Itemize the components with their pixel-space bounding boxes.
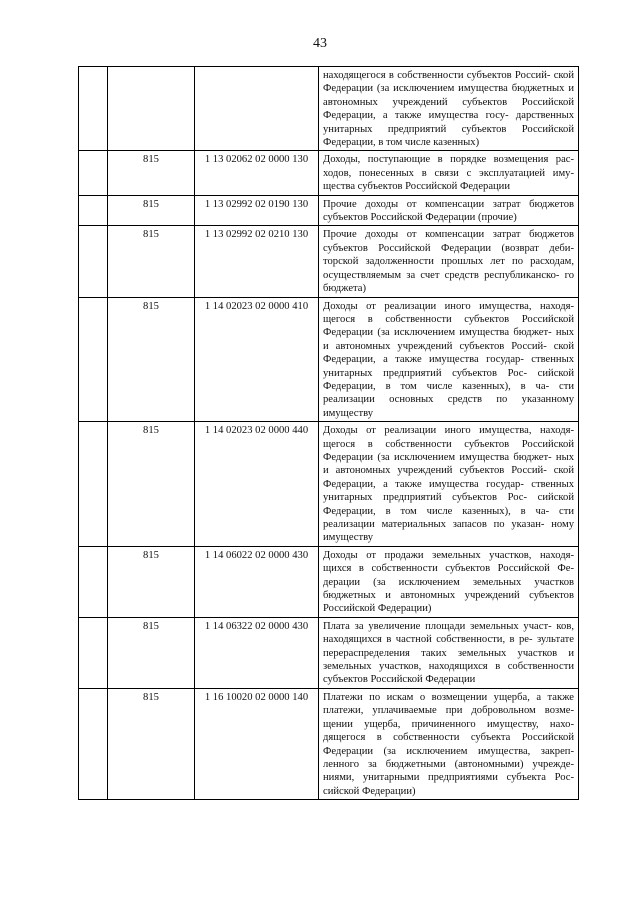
- budget-code-cell: 1 13 02992 02 0190 130: [195, 195, 319, 226]
- row-index-cell: [79, 226, 108, 297]
- table-row: [79, 297, 579, 422]
- table-row: [79, 226, 579, 297]
- row-index-cell: [79, 422, 108, 547]
- admin-code-cell: 815: [108, 422, 195, 547]
- budget-code-cell: [195, 67, 319, 151]
- budget-code-cell: 1 16 10020 02 0000 140: [195, 688, 319, 799]
- row-index-cell: [79, 151, 108, 195]
- admin-code-cell: 815: [108, 297, 195, 422]
- budget-code-cell: 1 13 02992 02 0210 130: [195, 226, 319, 297]
- row-index-cell: [79, 67, 108, 151]
- table-row: [79, 688, 579, 799]
- admin-code-cell: 815: [108, 688, 195, 799]
- budget-revenue-table: [78, 66, 579, 800]
- table-row: [79, 67, 579, 151]
- admin-code-cell: [108, 67, 195, 151]
- row-index-cell: [79, 195, 108, 226]
- admin-code-cell: 815: [108, 226, 195, 297]
- revenue-description-cell: Доходы от продажи земельных участков, находя- щихся в собственности субъектов Российской Фе- дерации (за исключением земельных участков бюджетных и автономных учреждений субъектов Российской Федерации): [319, 546, 579, 617]
- revenue-description-cell: Доходы от реализации иного имущества, находя- щегося в собственности субъектов Российской Федерации (за исключением имущества бюджет- ных и автономных учреждений субъектов Россий- ской Федерации, а также имущества государ- ственных унитарных предприятий субъектов Рос- сийской Федерации, в том числе казенных), в ча- сти реализации материальных запасов по указан- ному имуществу: [319, 422, 579, 547]
- row-index-cell: [79, 297, 108, 422]
- revenue-description-cell: Прочие доходы от компенсации затрат бюджетов субъектов Российской Федерации (возврат деби- торской задолженности прошлых лет по расходам, осуществляемым за счет средств республиканско- го бюджета): [319, 226, 579, 297]
- revenue-description-cell: Доходы, поступающие в порядке возмещения рас- ходов, понесенных в связи с эксплуатацией иму- щества субъектов Российской Федерации: [319, 151, 579, 195]
- budget-code-cell: 1 14 02023 02 0000 440: [195, 422, 319, 547]
- admin-code-cell: 815: [108, 195, 195, 226]
- budget-code-cell: 1 14 02023 02 0000 410: [195, 297, 319, 422]
- table-row: [79, 422, 579, 547]
- table-row: [79, 617, 579, 688]
- revenue-description-cell: находящегося в собственности субъектов Россий- ской Федерации (за исключением имущества бюджетных и автономных учреждений субъектов Российской Федерации, а также имущества госу- дарственных унитарных предприятий субъектов Российской Федерации, в том числе казенных): [319, 67, 579, 151]
- revenue-description-cell: Платежи по искам о возмещении ущерба, а также платежи, уплачиваемые при добровольном возме- щении ущерба, причиненного имуществу, нахо- дящегося в собственности субъекта Российской Федерации (за исключением имущества, закреп- ленного за бюджетными (автономными) учрежде- ниями, унитарными предприятиями субъекта Рос- сийской Федерации): [319, 688, 579, 799]
- revenue-description-cell: Прочие доходы от компенсации затрат бюджетов субъектов Российской Федерации (прочие): [319, 195, 579, 226]
- row-index-cell: [79, 688, 108, 799]
- page-number: 43: [313, 36, 327, 51]
- table-row: [79, 151, 579, 195]
- budget-code-cell: 1 13 02062 02 0000 130: [195, 151, 319, 195]
- table-row: [79, 546, 579, 617]
- admin-code-cell: 815: [108, 151, 195, 195]
- revenue-description-cell: Плата за увеличение площади земельных участ- ков, находящихся в частной собственности, в ре- зультате перераспределения таких земельных участков и земельных участков, находящихся в собственности субъектов Российской Федерации: [319, 617, 579, 688]
- admin-code-cell: 815: [108, 617, 195, 688]
- budget-code-cell: 1 14 06022 02 0000 430: [195, 546, 319, 617]
- revenue-description-cell: Доходы от реализации иного имущества, находя- щегося в собственности субъектов Российской Федерации (за исключением имущества бюджет- ных и автономных учреждений субъектов Россий- ской Федерации, а также имущества государ- ственных унитарных предприятий субъектов Рос- сийской Федерации, в том числе казенных), в ча- сти реализации основных средств по указанному имуществу: [319, 297, 579, 422]
- budget-code-cell: 1 14 06322 02 0000 430: [195, 617, 319, 688]
- table-row: [79, 195, 579, 226]
- row-index-cell: [79, 617, 108, 688]
- row-index-cell: [79, 546, 108, 617]
- admin-code-cell: 815: [108, 546, 195, 617]
